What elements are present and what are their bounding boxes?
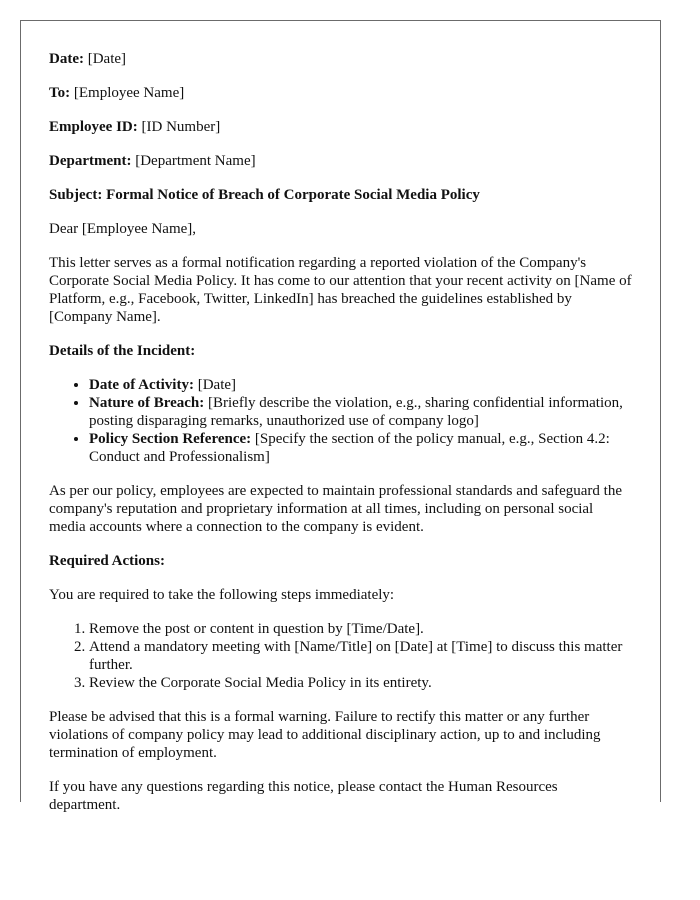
policy-paragraph: As per our policy, employees are expected to maintain professional standards and safeguard the company's reputation and proprietary information at all times, including on personal social media accounts where a connection to the company is evident. [49,483,622,535]
details-item-value: [Date] [197,377,237,393]
actions-intro: You are required to take the following steps immediately: [49,587,395,603]
closing-paragraph: If you have any questions regarding this notice, please contact the Human Resources department. [49,779,558,813]
letter-content [21,21,660,814]
actions-list [49,620,632,692]
details-list [49,376,632,466]
details-item-label: Nature of Breach: [89,395,205,411]
actions-heading: Required Actions: [49,553,165,569]
department-value: [Department Name] [135,153,256,169]
employee-id-line [49,118,632,136]
intro-paragraph: This letter serves as a formal notification regarding a reported violation of the Company's Corporate Social Media Policy. It has come to our attention that your recent activity on [Name of Platform, e.g., Facebook, Twitter, LinkedIn] has breached the guidelines established by [Company Name]. [49,255,632,325]
date-label: Date: [49,51,84,67]
details-item-value: [Specify the section of the policy manual, e.g., Section 4.2: Conduct and Professionalism] [89,431,610,465]
to-line [49,84,632,102]
department-label: Department: [49,153,132,169]
details-item-label: Policy Section Reference: [89,431,252,447]
letter-page [20,20,661,813]
details-item-date [89,376,632,394]
subject-line: Subject: Formal Notice of Breach of Corporate Social Media Policy [49,187,480,203]
salutation: Dear [Employee Name], [49,221,197,237]
action-item: 3. Review the Corporate Social Media Policy in its entirety. [89,674,632,692]
department-line [49,152,632,170]
action-item: 2. Attend a mandatory meeting with [Name/Title] on [Date] at [Time] to discuss this matter further. [89,638,632,674]
details-item-nature [89,394,632,430]
employee-id-label: Employee ID: [49,119,138,135]
details-item-policy-section [89,430,632,466]
action-item: 1. Remove the post or content in question by [Time/Date]. [89,620,632,638]
details-item-value: [Briefly describe the violation, e.g., sharing confidential information, posting disparaging remarks, unauthorized use of company logo] [89,395,623,429]
date-line [49,50,632,68]
details-heading: Details of the Incident: [49,343,196,359]
details-item-label: Date of Activity: [89,377,194,393]
date-value: [Date] [87,51,127,67]
to-value: [Employee Name] [73,85,185,101]
warning-paragraph: Please be advised that this is a formal warning. Failure to rectify this matter or any further violations of company policy may lead to additional disciplinary action, up to and including termination of employment. [49,709,601,761]
to-label: To: [49,85,71,101]
employee-id-value: [ID Number] [141,119,221,135]
